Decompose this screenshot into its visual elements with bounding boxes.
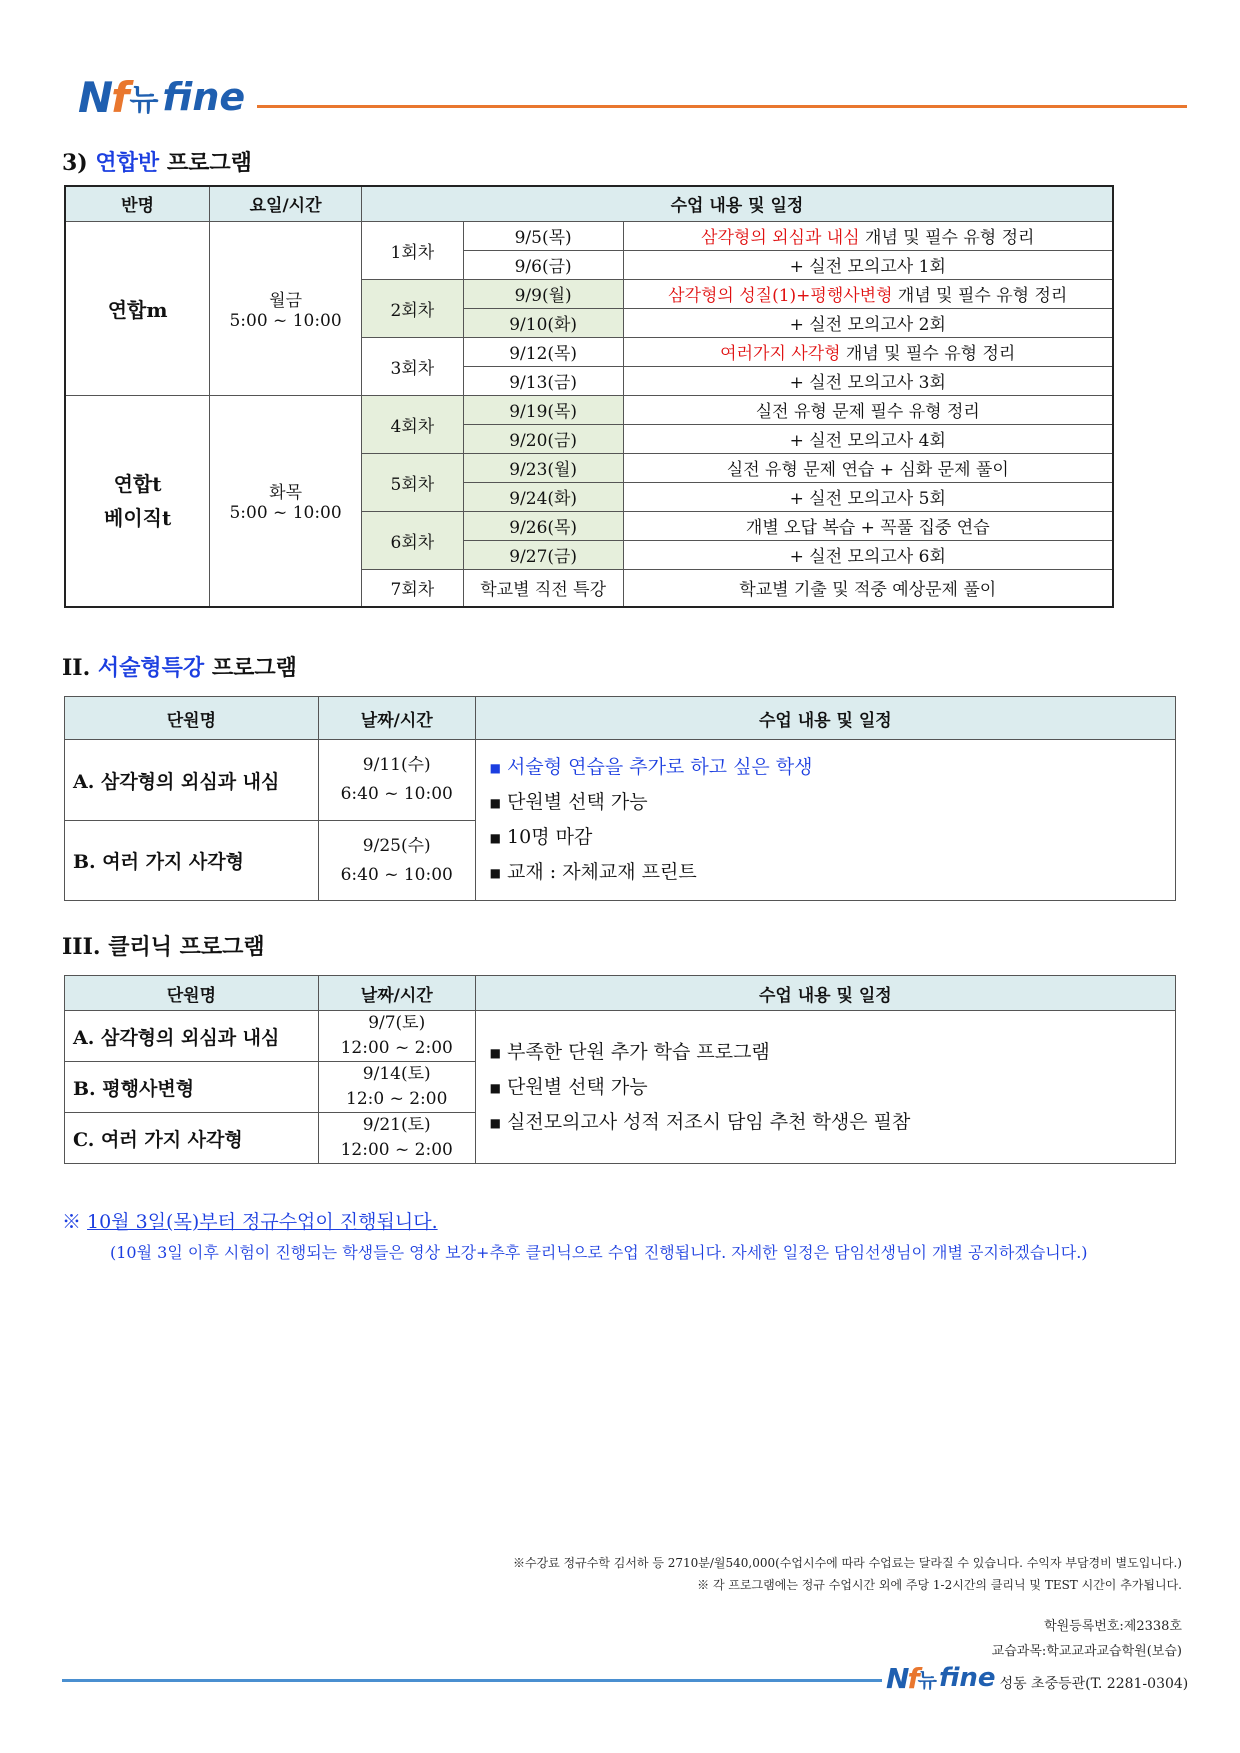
subject-info: 교습과목:학교교과교습학원(보습)	[991, 1644, 1182, 1659]
date-cell: 9/13(금)	[463, 366, 623, 395]
list-item: ■ 서술형 연습을 추가로 하고 싶은 학생	[489, 756, 813, 778]
class-name-cell: 연합t 베이직t	[65, 395, 210, 607]
notice-detail: (10월 3일 이후 시험이 진행되는 학생들은 영상 보강+추후 클리닉으로 수업 진행됩니다. 자세한 일정은 담임선생님이 개별 공지하겠습니다.)	[110, 1243, 1088, 1262]
content-bullets	[475, 740, 1175, 901]
session-cell: 2회차	[361, 279, 463, 337]
list-item: ■ 단원별 선택 가능	[489, 791, 648, 813]
unit-cell: B. 평행사변형	[65, 1062, 319, 1113]
list-item: ■ 실전모의고사 성적 저조시 담임 추천 학생은 필참	[489, 1110, 911, 1133]
date-time-cell: 9/21(토) 12:00 ~ 2:00	[318, 1113, 475, 1164]
date-cell: 9/19(목)	[463, 395, 623, 424]
list-item: ■ 부족한 단원 추가 학습 프로그램	[489, 1040, 770, 1063]
content-bullets	[475, 1011, 1175, 1164]
section2-title: II. 서술형특강 프로그램	[62, 655, 297, 681]
content-cell: + 실전 모의고사 6회	[623, 540, 1113, 569]
date-cell: 9/5(목)	[463, 221, 623, 250]
content-cell: 실전 유형 문제 연습 + 심화 문제 풀이	[623, 453, 1113, 482]
unit-cell: C. 여러 가지 사각형	[65, 1113, 319, 1164]
logo-mark: Nf	[886, 1661, 918, 1695]
content-cell: + 실전 모의고사 4회	[623, 424, 1113, 453]
table-row	[65, 221, 1113, 250]
header-content: 수업 내용 및 일정	[361, 186, 1113, 221]
clinic-table	[64, 975, 1176, 1164]
date-cell: 9/23(월)	[463, 453, 623, 482]
unit-cell: A. 삼각형의 외심과 내심	[65, 740, 319, 821]
date-cell: 9/26(목)	[463, 511, 623, 540]
session-cell: 6회차	[361, 511, 463, 569]
logo-korean: 뉴	[129, 83, 159, 118]
session-cell: 7회차	[361, 569, 463, 607]
unit-cell: B. 여러 가지 사각형	[65, 821, 319, 901]
branch-info: 성동 초중등관(T. 2281-0304)	[999, 1676, 1189, 1692]
header-date-time: 날짜/시간	[318, 697, 475, 740]
section1-title: 3) 연합반 프로그램	[62, 150, 252, 176]
list-item: ■ 교재 : 자체교재 프린트	[489, 861, 697, 883]
footer-logo: Nf 뉴 fine 성동 초중등관(T. 2281-0304)	[886, 1661, 1189, 1695]
header-class-name: 반명	[65, 186, 210, 221]
table-header-row	[65, 976, 1176, 1011]
table-header-row	[65, 186, 1113, 221]
clinic-note: ※ 각 프로그램에는 정규 수업시간 외에 주당 1-2시간의 클리닉 및 TEST 시간이 추가됩니다.	[697, 1578, 1182, 1592]
logo-mark: Nf	[78, 72, 128, 122]
session-cell: 1회차	[361, 221, 463, 279]
date-cell: 9/20(금)	[463, 424, 623, 453]
essay-special-table	[64, 696, 1176, 901]
date-cell: 9/9(월)	[463, 279, 623, 308]
academy-logo	[78, 72, 245, 122]
list-item: ■ 10명 마감	[489, 826, 593, 848]
date-time-cell: 9/25(수) 6:40 ~ 10:00	[318, 821, 475, 901]
content-cell: + 실전 모의고사 2회	[623, 308, 1113, 337]
header-date-time: 날짜/시간	[318, 976, 475, 1011]
class-schedule-cell: 화목 5:00 ~ 10:00	[210, 395, 362, 607]
header-content: 수업 내용 및 일정	[475, 976, 1175, 1011]
class-name-cell: 연합m	[65, 221, 210, 395]
header-content: 수업 내용 및 일정	[475, 697, 1175, 740]
content-cell: 삼각형의 성질(1)+평행사변형 개념 및 필수 유형 정리	[623, 279, 1113, 308]
table-row	[65, 395, 1113, 424]
content-cell: 삼각형의 외심과 내심 개념 및 필수 유형 정리	[623, 221, 1113, 250]
list-item: ■ 단원별 선택 가능	[489, 1075, 648, 1098]
content-cell: 개별 오답 복습 + 꼭풀 집중 연습	[623, 511, 1113, 540]
date-cell: 9/24(화)	[463, 482, 623, 511]
session-cell: 5회차	[361, 453, 463, 511]
class-schedule-cell: 월금 5:00 ~ 10:00	[210, 221, 362, 395]
date-time-cell: 9/14(토) 12:0 ~ 2:00	[318, 1062, 475, 1113]
session-cell: 4회차	[361, 395, 463, 453]
date-cell: 9/27(금)	[463, 540, 623, 569]
tuition-note: ※수강료 정규수학 김서하 등 2710분/월540,000(수업시수에 따라 수업료는 달라질 수 있습니다. 수익자 부담경비 별도입니다.)	[512, 1556, 1182, 1570]
session-cell: 3회차	[361, 337, 463, 395]
combined-class-schedule-table	[64, 185, 1114, 608]
table-header-row	[65, 697, 1176, 740]
date-time-cell: 9/11(수) 6:40 ~ 10:00	[318, 740, 475, 821]
section3-title: III. 클리닉 프로그램	[62, 934, 265, 960]
registration-number: 학원등록번호:제2338호	[1044, 1619, 1182, 1634]
footer-rule	[62, 1679, 882, 1682]
header-day-time: 요일/시간	[210, 186, 362, 221]
header-unit: 단원명	[65, 697, 319, 740]
header-rule	[257, 105, 1187, 108]
content-cell: + 실전 모의고사 1회	[623, 250, 1113, 279]
content-cell: 학교별 기출 및 적중 예상문제 풀이	[623, 569, 1113, 607]
date-cell: 9/12(목)	[463, 337, 623, 366]
header-unit: 단원명	[65, 976, 319, 1011]
date-cell: 9/10(화)	[463, 308, 623, 337]
table-row	[65, 1011, 1176, 1062]
date-cell: 9/6(금)	[463, 250, 623, 279]
logo-english: fine	[162, 75, 246, 119]
content-cell: 실전 유형 문제 필수 유형 정리	[623, 395, 1113, 424]
content-cell: + 실전 모의고사 3회	[623, 366, 1113, 395]
unit-cell: A. 삼각형의 외심과 내심	[65, 1011, 319, 1062]
content-cell: 여러가지 사각형 개념 및 필수 유형 정리	[623, 337, 1113, 366]
content-cell: + 실전 모의고사 5회	[623, 482, 1113, 511]
date-time-cell: 9/7(토) 12:00 ~ 2:00	[318, 1011, 475, 1062]
table-row	[65, 740, 1176, 821]
regular-class-notice: ※ 10월 3일(목)부터 정규수업이 진행됩니다.	[62, 1211, 438, 1233]
date-cell: 학교별 직전 특강	[463, 569, 623, 607]
